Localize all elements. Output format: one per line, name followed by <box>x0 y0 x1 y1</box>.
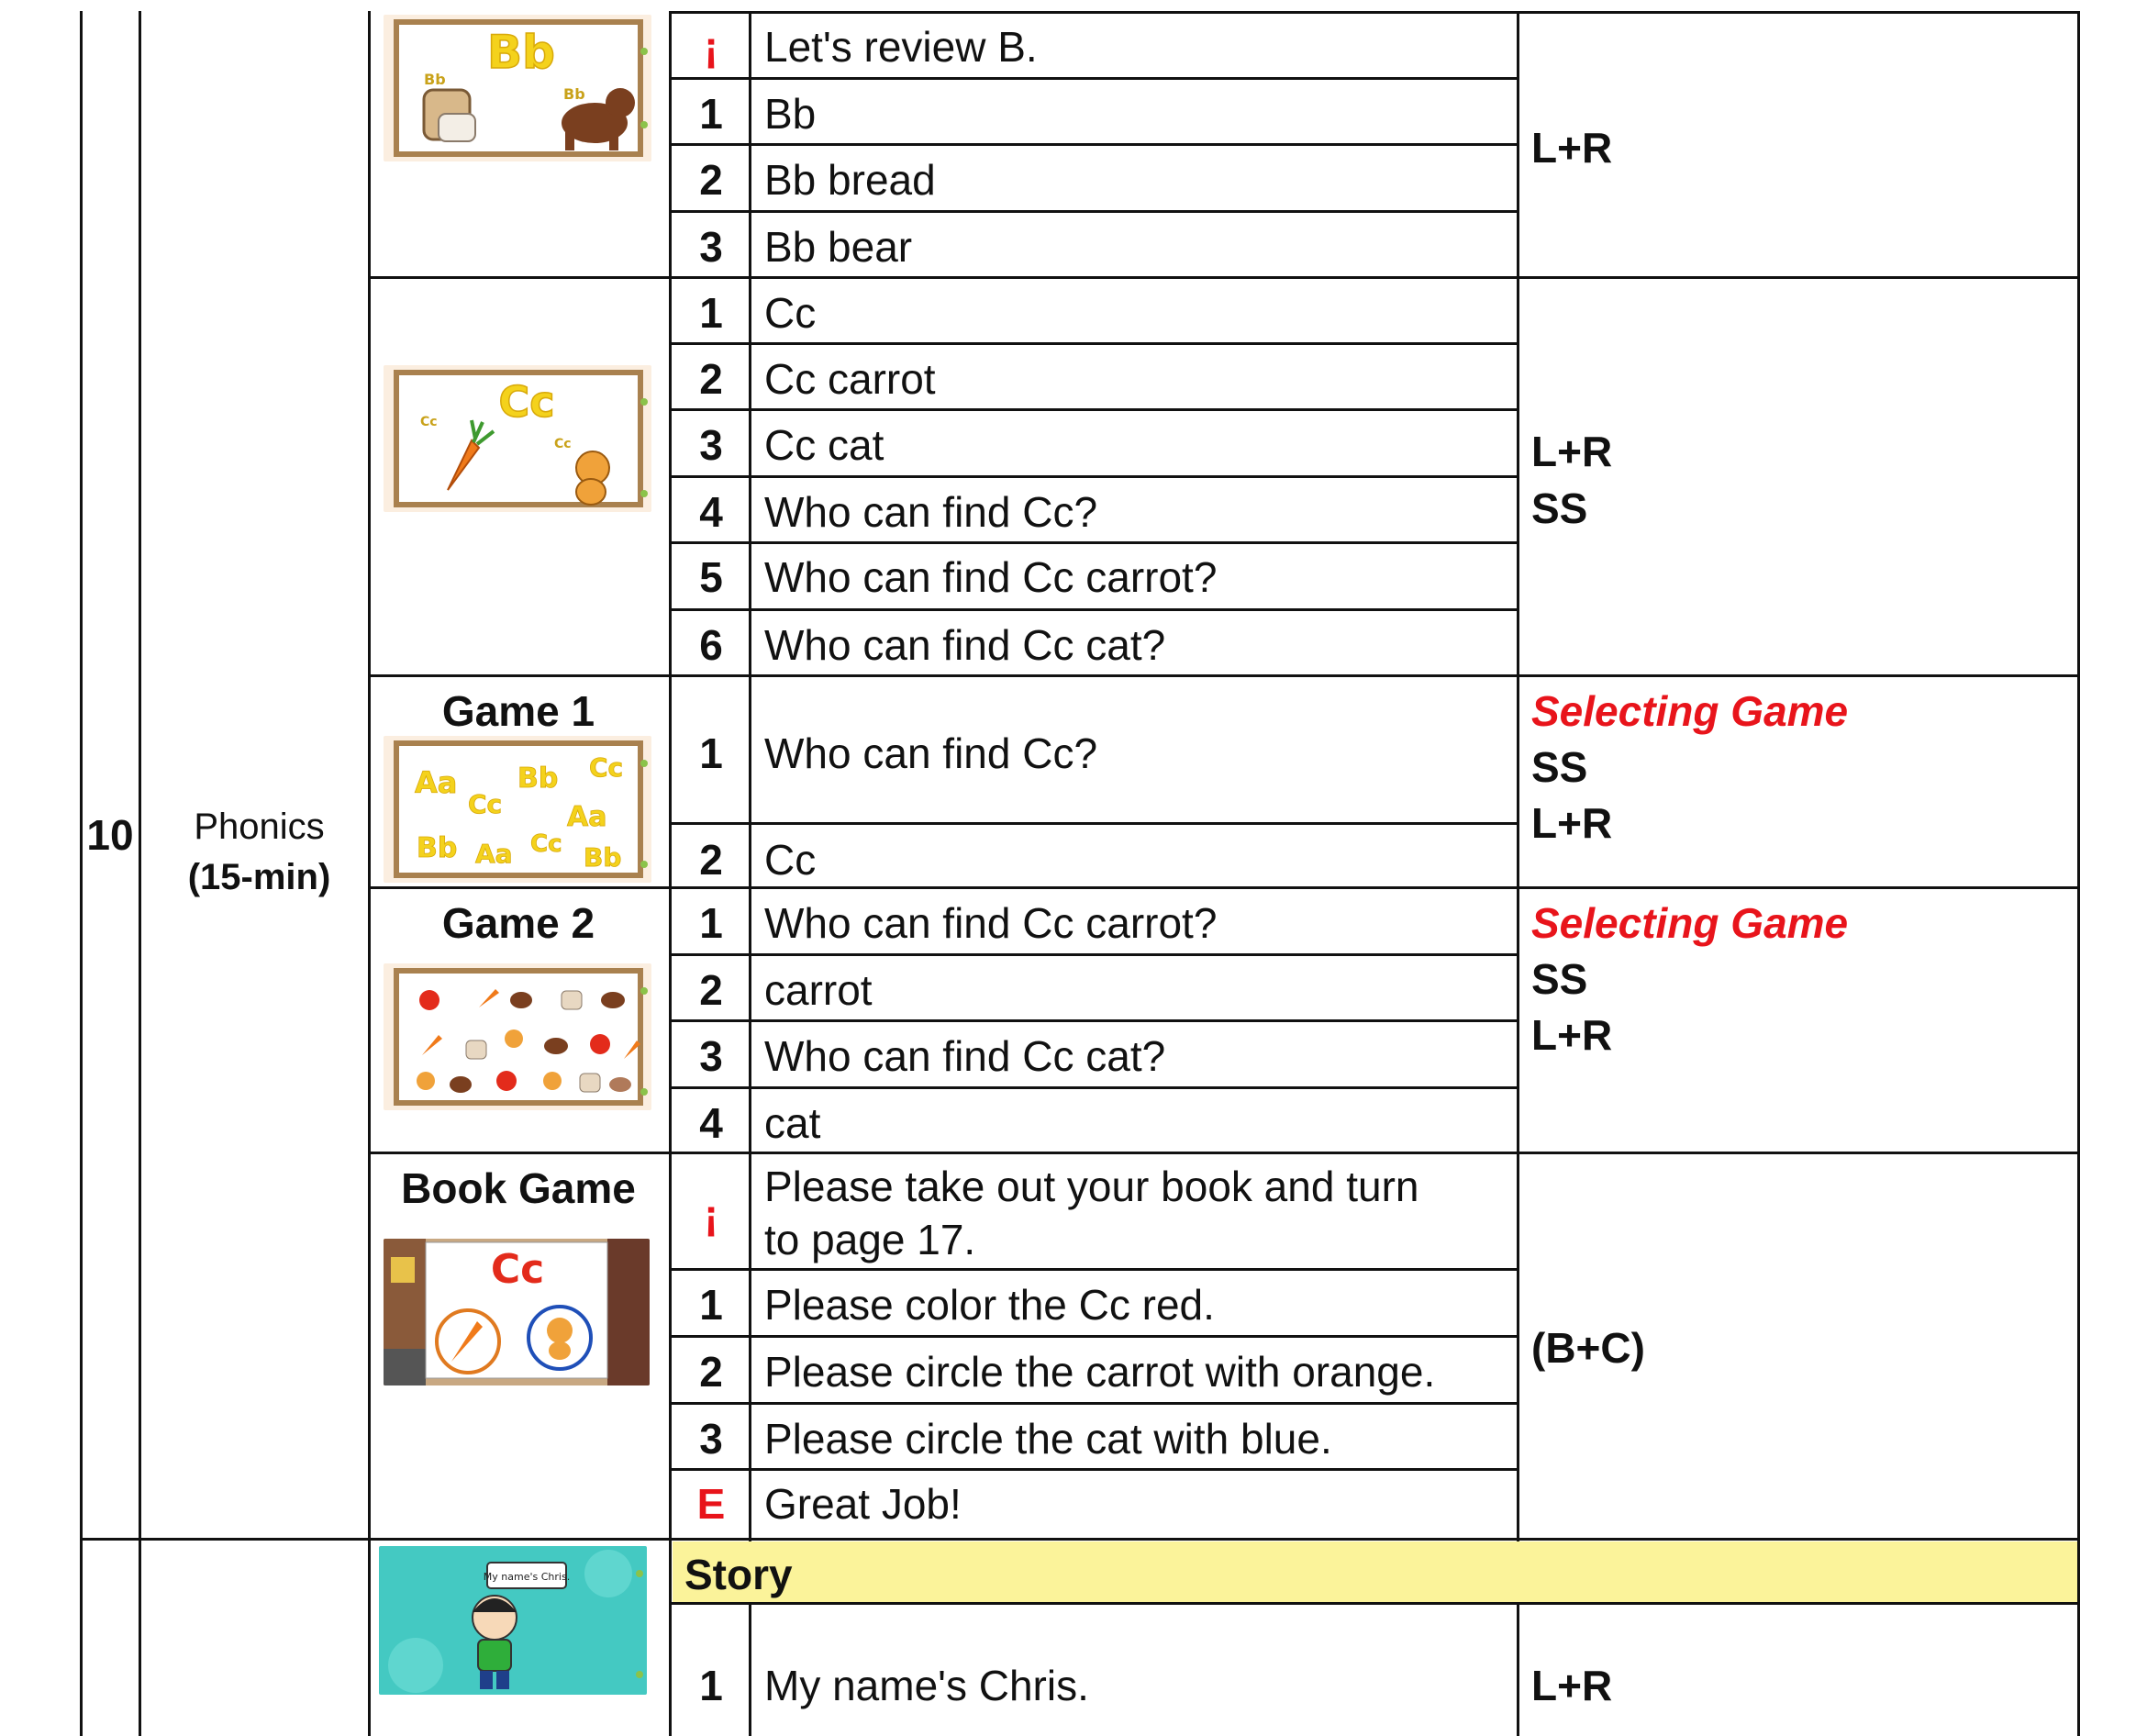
row-number: 4 <box>699 488 723 536</box>
grid-line <box>669 143 1519 146</box>
row-text: Who can find Cc? <box>764 488 1098 536</box>
bb-card-label: Bb <box>563 85 585 103</box>
row-text: Cc <box>764 289 817 337</box>
activity-note: SS <box>1531 484 1588 532</box>
activity-note: SS <box>1531 955 1588 1003</box>
row-text: Great Job! <box>764 1480 962 1528</box>
game-1-letter: Aa <box>475 839 513 869</box>
bb-card-letter: Bb <box>487 26 555 79</box>
game-2-title: Game 2 <box>441 899 595 947</box>
section-name: Phonics <box>194 807 325 847</box>
game-1-letter: Cc <box>530 830 562 858</box>
game-1-image <box>384 736 651 883</box>
grid-line <box>669 342 1519 345</box>
game-1-letter: Bb <box>584 842 622 873</box>
grid-line <box>669 77 1519 80</box>
bb-card-label: Bb <box>424 71 446 88</box>
grid-line <box>669 11 672 1736</box>
grid-line <box>1517 1604 1519 1736</box>
row-text: My name's Chris. <box>764 1662 1089 1709</box>
row-marker: ¡ <box>704 1191 718 1239</box>
row-number: 2 <box>699 966 723 1014</box>
row-text: Bb bread <box>764 156 936 204</box>
activity-note-game-type: Selecting Game <box>1531 687 1849 735</box>
row-marker: ¡ <box>704 23 718 71</box>
grid-line <box>669 408 1519 411</box>
row-text: Let's review B. <box>764 23 1038 71</box>
grid-line <box>669 475 1519 478</box>
activity-note: L+R <box>1531 799 1613 847</box>
game-1-letter: Bb <box>417 832 458 864</box>
grid-line <box>669 541 1519 544</box>
row-number: 1 <box>699 289 723 337</box>
grid-line <box>1517 11 1519 1541</box>
grid-line <box>368 276 2080 279</box>
grid-line <box>80 11 83 1736</box>
row-number: 3 <box>699 223 723 271</box>
row-text: Please color the Cc red. <box>764 1281 1215 1329</box>
row-number: 1 <box>699 729 723 777</box>
row-number: 1 <box>699 899 723 947</box>
grid-line <box>669 210 1519 213</box>
row-text: to page 17. <box>764 1216 976 1263</box>
bb-flashcard-image <box>384 15 651 161</box>
story-heading-band <box>673 1541 2079 1604</box>
activity-note: (B+C) <box>1531 1324 1645 1372</box>
grid-line <box>669 1468 1519 1471</box>
grid-line <box>669 1402 1519 1405</box>
grid-line <box>368 674 2080 677</box>
grid-line <box>669 608 1519 611</box>
book-game-title: Book Game <box>401 1164 636 1212</box>
grid-line <box>669 1086 1519 1089</box>
row-text: Cc <box>764 836 817 884</box>
row-text: Who can find Cc cat? <box>764 1032 1166 1080</box>
grid-line <box>669 822 1519 825</box>
row-text: Please take out your book and turn <box>764 1163 1419 1210</box>
grid-line <box>368 1152 2080 1154</box>
row-text: Cc carrot <box>764 355 936 403</box>
grid-line <box>669 11 2080 14</box>
book-game-image <box>384 1239 650 1385</box>
row-number: 2 <box>699 355 723 403</box>
row-text: cat <box>764 1099 821 1147</box>
grid-line <box>669 953 1519 956</box>
cc-card-letter: Cc <box>498 377 555 427</box>
game-2-image <box>384 963 651 1110</box>
speech-bubble-text: My name's Chris. <box>483 1571 571 1583</box>
activity-note: L+R <box>1531 124 1613 172</box>
activity-note: L+R <box>1531 428 1613 475</box>
row-text: Who can find Cc carrot? <box>764 553 1218 601</box>
activity-note-game-type: Selecting Game <box>1531 899 1849 947</box>
row-number: 2 <box>699 836 723 884</box>
grid-line <box>669 1335 1519 1338</box>
activity-note: L+R <box>1531 1662 1613 1709</box>
grid-line <box>669 1268 1519 1271</box>
row-text: Please circle the carrot with orange. <box>764 1348 1436 1396</box>
row-text: Cc cat <box>764 421 884 469</box>
row-number: 3 <box>699 421 723 469</box>
cc-card-label: Cc <box>420 415 438 429</box>
row-number: 6 <box>699 621 723 669</box>
grid-line <box>749 11 751 1541</box>
activity-note: SS <box>1531 743 1588 791</box>
book-game-letter: Cc <box>490 1246 545 1293</box>
game-1-letter: Cc <box>468 789 503 819</box>
section-duration: (15-min) <box>187 857 331 897</box>
row-number: 3 <box>699 1032 723 1080</box>
cc-flashcard-image <box>384 365 651 512</box>
row-number: 2 <box>699 1348 723 1396</box>
row-marker: E <box>696 1480 726 1528</box>
row-text: carrot <box>764 966 873 1014</box>
grid-line <box>669 1602 2080 1605</box>
story-image <box>379 1546 647 1695</box>
row-text: Who can find Cc carrot? <box>764 899 1218 947</box>
grid-line <box>669 1019 1519 1022</box>
row-text: Bb bear <box>764 223 913 271</box>
activity-note: L+R <box>1531 1011 1613 1059</box>
game-1-letter: Aa <box>415 765 458 800</box>
game-1-title: Game 1 <box>441 687 595 735</box>
grid-line <box>139 11 141 1736</box>
grid-line <box>80 1538 2080 1541</box>
row-text: Who can find Cc? <box>764 729 1098 777</box>
row-text: Who can find Cc cat? <box>764 621 1166 669</box>
row-number: 2 <box>699 156 723 204</box>
row-number: 4 <box>699 1099 723 1147</box>
grid-line <box>749 1604 751 1736</box>
game-1-letter: Bb <box>517 762 559 795</box>
row-text: Please circle the cat with blue. <box>764 1415 1332 1463</box>
grid-line <box>368 886 2080 889</box>
row-number: 1 <box>699 90 723 138</box>
game-1-letter: Cc <box>589 752 624 783</box>
row-number: 1 <box>699 1281 723 1329</box>
grid-line <box>368 11 371 1736</box>
row-number: 1 <box>699 1662 723 1709</box>
row-number: 5 <box>699 553 723 601</box>
row-text: Bb <box>764 90 817 138</box>
period-number: 10 <box>86 811 134 859</box>
grid-line <box>2077 11 2080 1736</box>
story-heading: Story <box>684 1551 793 1598</box>
row-number: 3 <box>699 1415 723 1463</box>
cc-card-label: Cc <box>554 437 572 451</box>
game-1-letter: Aa <box>567 801 607 833</box>
